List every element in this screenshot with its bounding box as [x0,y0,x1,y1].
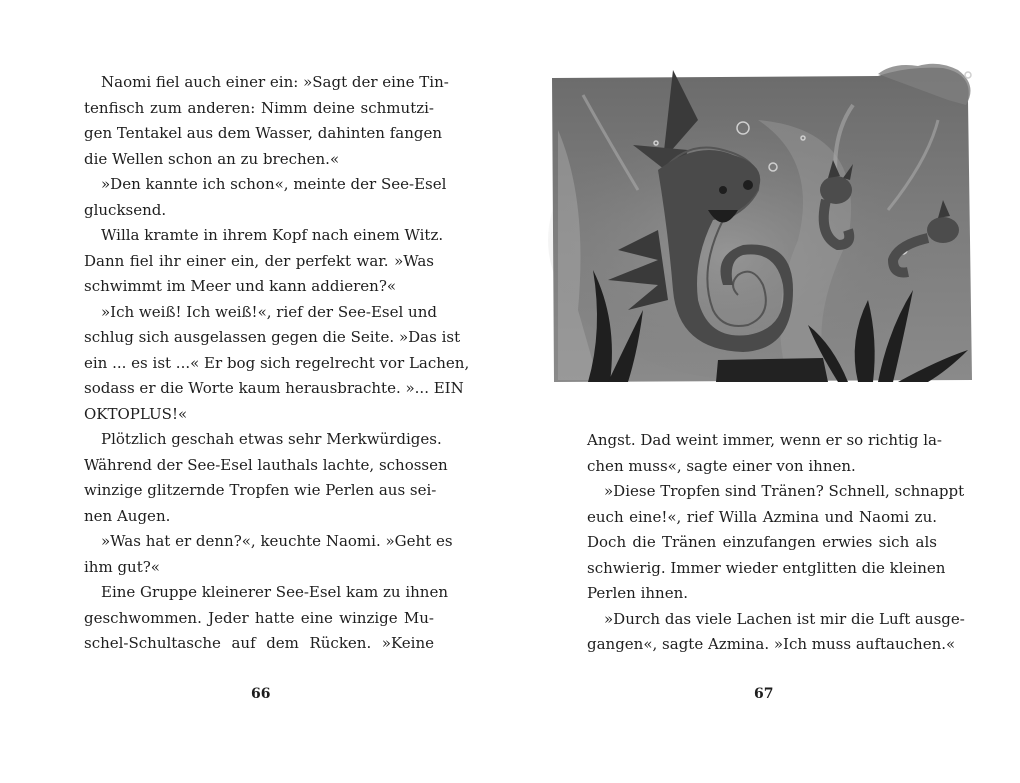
text-line: Eine Gruppe kleinerer See-Esel kam zu ihnen [101,583,448,601]
text-line: chen muss«, sagte einer von ihnen. [587,456,856,475]
text-line: »Diese Tropfen sind Tränen? Schnell, schnappt [604,482,965,500]
text-line: schwimmt im Meer und kann addieren?« [84,277,397,295]
text-line: »Den kannte ich schon«, meinte der See-Esel [101,175,447,193]
text-line: die Wellen schon an zu brechen.« [84,149,340,168]
text-line: Dann fiel ihr einer ein, der perfekt war. »Was [84,251,434,270]
text-line: euch eine!«, rief Willa Azmina und Naomi zu. [587,507,937,526]
text-line: schlug sich ausgelassen gegen die Seite. »Das ist [84,328,461,346]
rock [716,358,828,382]
text-line: Plötzlich geschah etwas sehr Merkwürdiges. [101,430,442,448]
page-number-right: 67 [754,686,774,702]
text-line: glucksend. [84,200,167,219]
page-number-left: 66 [251,686,271,702]
text-line: ihm gut?« [84,557,160,576]
text-line: geschwommen. Jeder hatte eine winzige Mu- [84,608,434,627]
text-line: nen Augen. [84,506,171,525]
text-line: Während der See-Esel lauthals lachte, schossen [84,455,448,474]
text-line: Naomi fiel auch einer ein: »Sagt der eine Tin- [101,73,449,91]
illustration-svg [548,60,978,382]
text-line: »Ich weiß! Ich weiß!«, rief der See-Esel und [101,302,437,321]
text-line: Perlen ihnen. [587,584,688,602]
right-page [510,0,1020,783]
text-line: OKTOPLUS!« [84,404,188,423]
right-page-text [587,428,965,658]
text-line: Willa kramte in ihrem Kopf nach einem Witz. [101,226,444,244]
text-line: winzige glitzernde Tropfen wie Perlen aus sei- [84,481,437,499]
text-line: sodass er die Worte kaum herausbrachte. »... EIN [84,379,464,397]
text-line: ein ... es ist ...« Er bog sich regelrecht vor Lachen, [84,353,470,372]
left-page-text [84,70,470,657]
text-line: »Was hat er denn?«, keuchte Naomi. »Geht es [101,532,453,550]
text-line: schwierig. Immer wieder entglitten die kleinen [587,558,946,577]
text-line: »Durch das viele Lachen ist mir die Luft ausge- [604,609,965,628]
text-line: gen Tentakel aus dem Wasser, dahinten fangen [84,124,443,142]
text-line: schel-Schultasche auf dem Rücken. »Keine [84,634,434,652]
text-line: gangen«, sagte Azmina. »Ich muss auftauchen.« [587,635,956,653]
sea-donkey-illustration [548,60,978,382]
text-line: tenfisch zum anderen: Nimm deine schmutzi- [84,98,434,117]
text-line: Angst. Dad weint immer, wenn er so richtig la- [587,431,942,449]
text-line: Doch die Tränen einzufangen erwies sich als [587,533,937,551]
